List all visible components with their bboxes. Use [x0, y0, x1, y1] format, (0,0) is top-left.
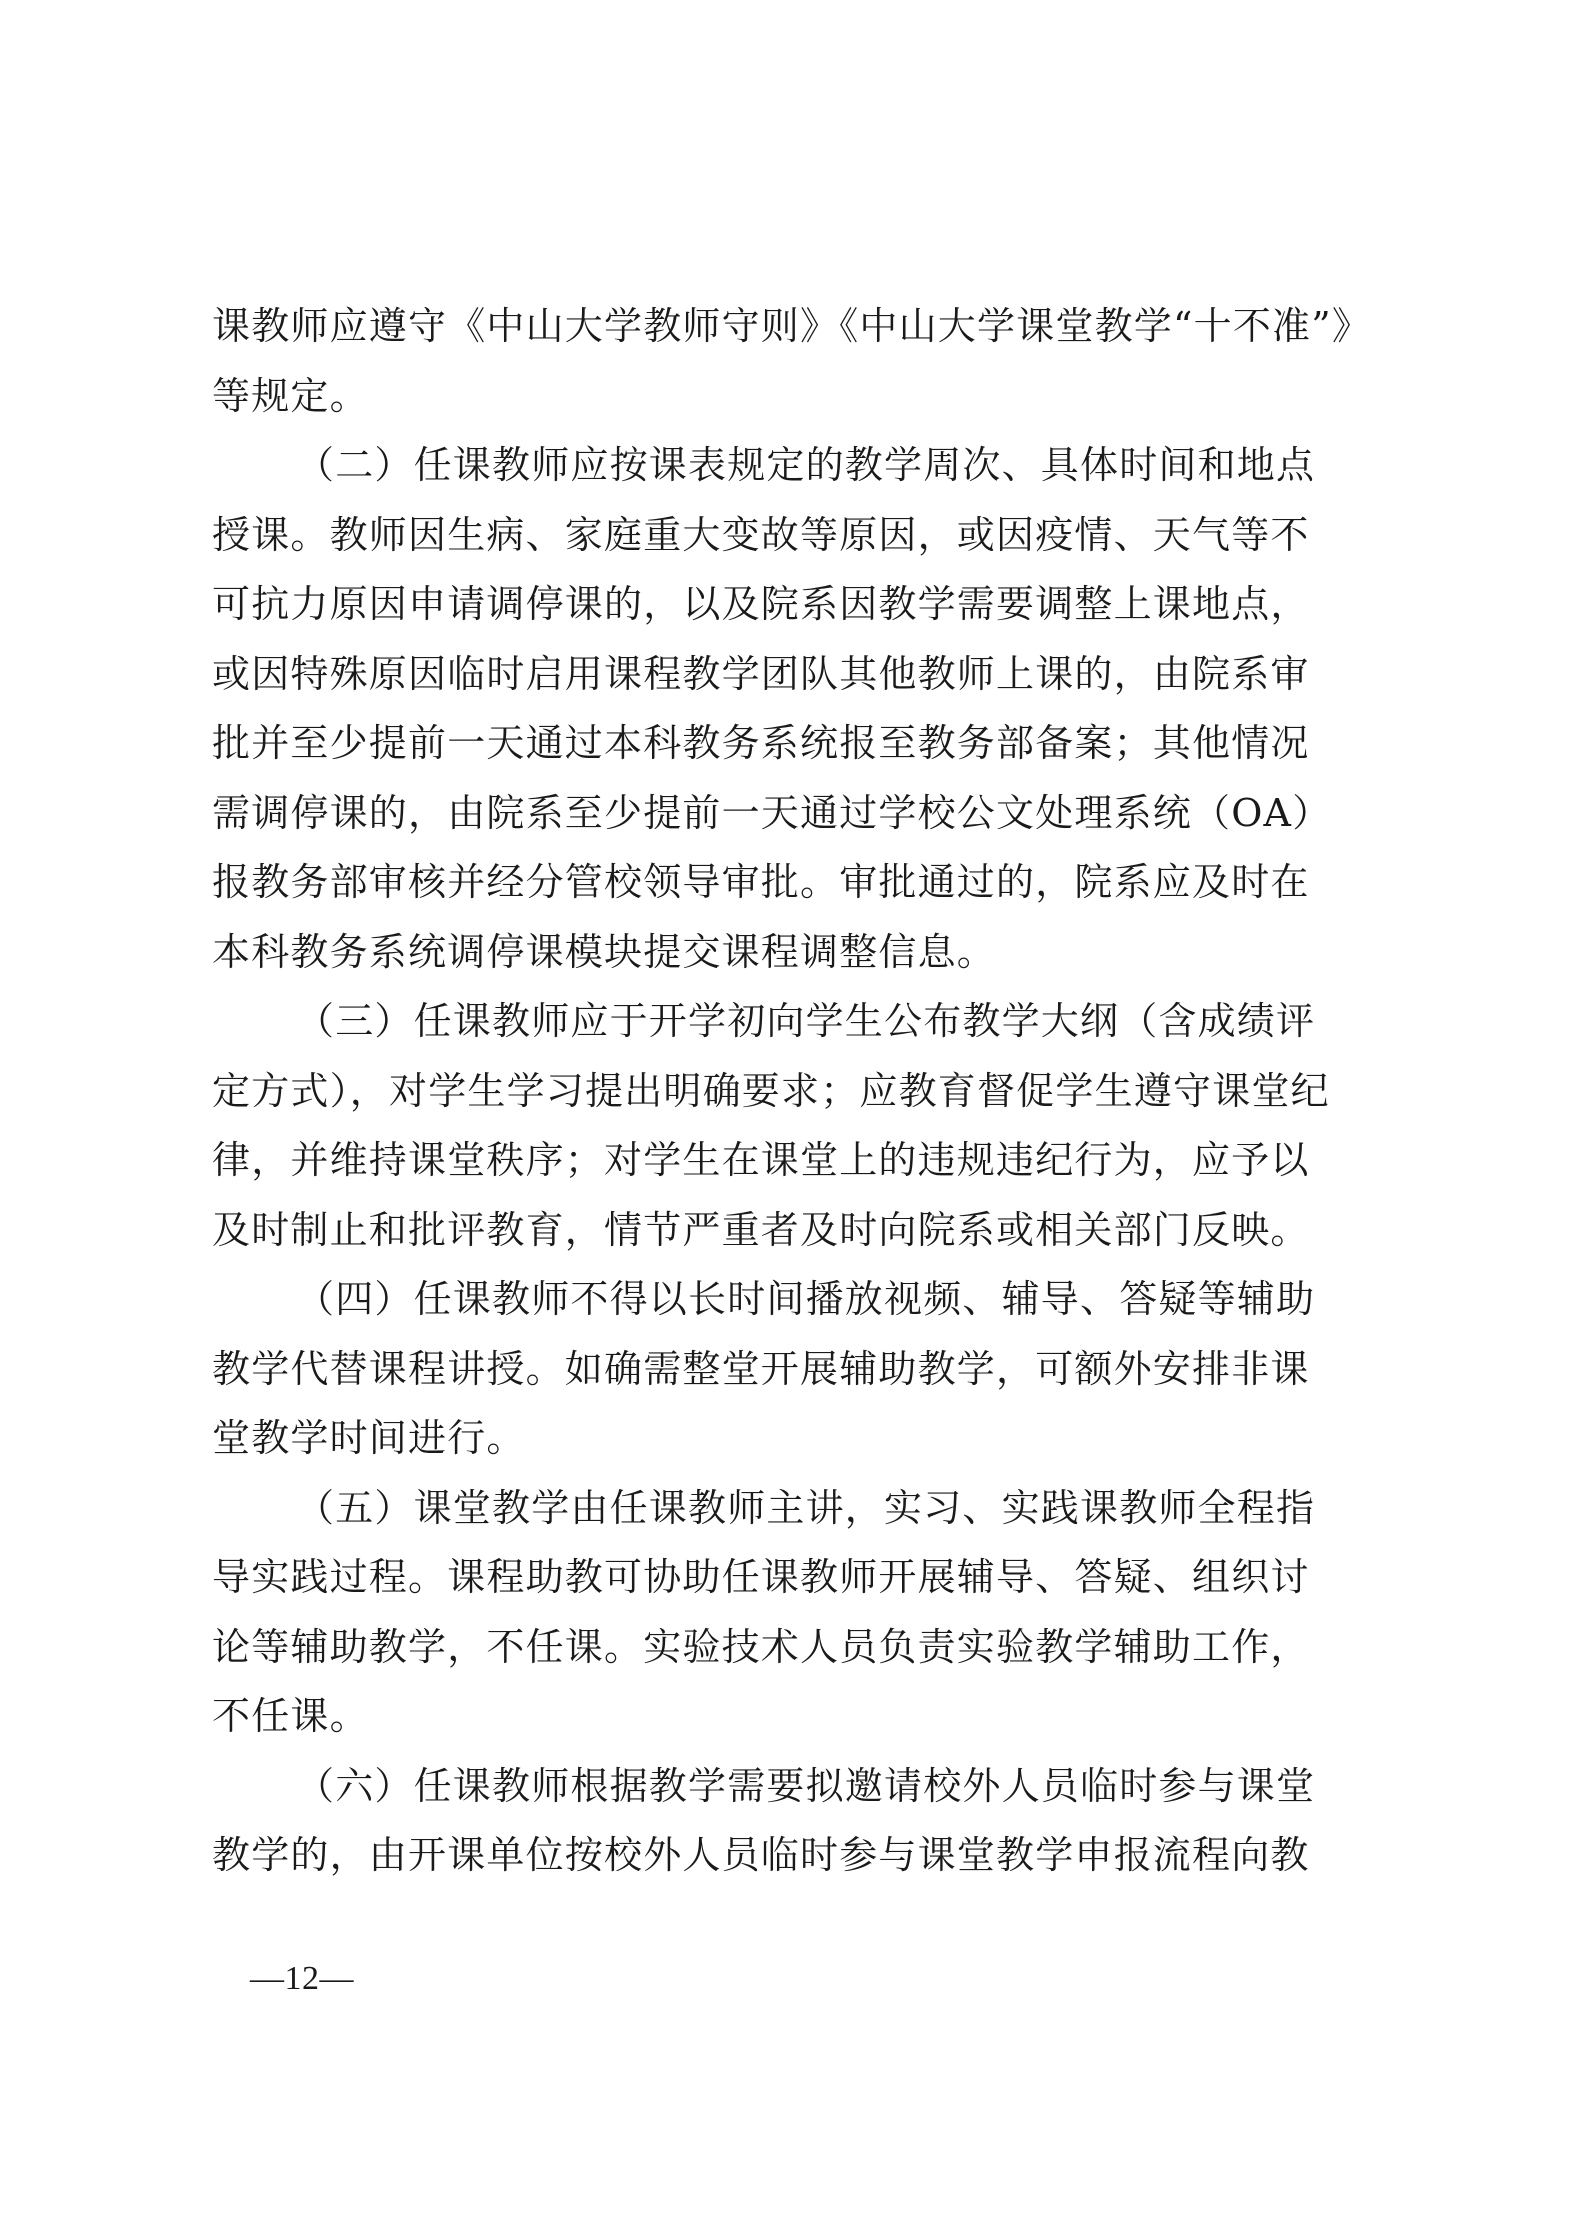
- text-line-19: 导实践过程。课程助教可协助任课教师开展辅导、答疑、组织讨: [212, 1555, 1310, 1599]
- text-line-21: 不任课。: [212, 1694, 369, 1738]
- text-line-11: （三）任课教师应于开学初向学生公布教学大纲（含成绩评: [296, 999, 1316, 1043]
- text-line-16: 教学代替课程讲授。如确需整堂开展辅助教学，可额外安排非课: [212, 1346, 1310, 1391]
- page-number: —12—: [250, 1960, 354, 1997]
- body-text: [212, 292, 1372, 1891]
- text-line-18: （五）课堂教学由任课教师主讲，实习、实践课教师全程指: [296, 1485, 1316, 1530]
- text-line-12: 定方式），对学生学习提出明确要求；应教育督促学生遵守课堂纪: [212, 1068, 1330, 1113]
- text-line-2: 等规定。: [212, 373, 369, 418]
- text-line-20: 论等辅助教学，不任课。实验技术人员负责实验教学辅助工作，: [212, 1624, 1310, 1669]
- text-line-6: 或因特殊原因临时启用课程教学团队其他教师上课的，由院系审: [212, 651, 1310, 696]
- text-line-3: （二）任课教师应按课表规定的教学周次、具体时间和地点: [296, 443, 1316, 487]
- text-line-14: 及时制止和批评教育，情节严重者及时向院系或相关部门反映。: [212, 1207, 1310, 1252]
- text-line-1: 课教师应遵守《中山大学教师守则》《中山大学课堂教学“十不准”》: [212, 304, 1372, 348]
- text-line-10: 本科教务系统调停课模块提交课程调整信息。: [212, 929, 997, 974]
- text-line-8: 需调停课的，由院系至少提前一天通过学校公文处理系统（OA）: [212, 790, 1332, 835]
- text-line-23: 教学的，由开课单位按校外人员临时参与课堂教学申报流程向教: [212, 1833, 1310, 1877]
- text-line-4: 授课。教师因生病、家庭重大变故等原因，或因疫情、天气等不: [212, 512, 1310, 557]
- text-line-17: 堂教学时间进行。: [212, 1416, 526, 1460]
- text-line-13: 律，并维持课堂秩序；对学生在课堂上的违规违纪行为，应予以: [212, 1138, 1310, 1182]
- text-line-5: 可抗力原因申请调停课的，以及院系因教学需要调整上课地点，: [212, 582, 1310, 626]
- text-line-9: 报教务部审核并经分管校领导审批。审批通过的，院系应及时在: [212, 860, 1310, 904]
- text-line-7: 批并至少提前一天通过本科教务系统报至教务部备案；其他情况: [212, 721, 1310, 765]
- text-line-15: （四）任课教师不得以长时间播放视频、辅导、答疑等辅助: [296, 1277, 1316, 1321]
- text-line-22: （六）任课教师根据教学需要拟邀请校外人员临时参与课堂: [296, 1763, 1316, 1808]
